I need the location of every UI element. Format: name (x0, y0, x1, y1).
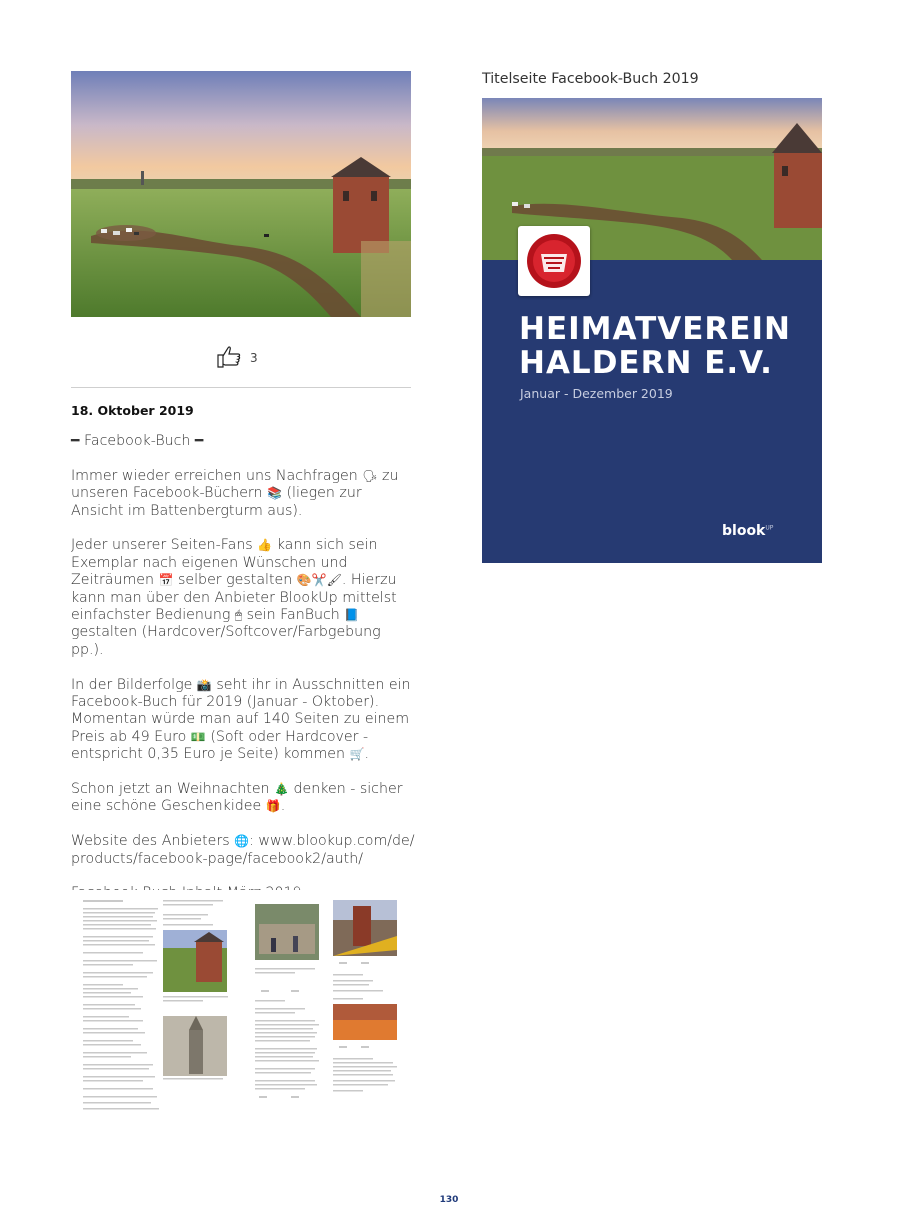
paragraph-website: Website des Anbieters 🌐: www.blookup.com/de/products/facebook-page/facebook2/auth/ (71, 833, 415, 867)
book-spread-thumbnail (71, 890, 411, 1120)
cart-icon: 🛒 (349, 747, 365, 762)
paragraph-christmas: Schon jetzt an Weihnachten 🎄 denken - sicher eine schöne Geschenkidee 🎁. (71, 781, 403, 815)
thumbs-up-icon[interactable] (216, 344, 242, 371)
art-tools-icon: 🎨✂️🖌 (296, 573, 342, 588)
club-logo (518, 226, 590, 296)
cover-caption: Titelseite Facebook-Buch 2019 (482, 71, 699, 87)
publisher-logo: blook$^{UP}$ (722, 523, 774, 539)
calendar-icon: 📅 (158, 573, 174, 588)
post-date: 18. Oktober 2019 (71, 403, 194, 418)
blue-book-icon: 📘 (344, 608, 360, 623)
money-icon: 💵 (190, 729, 206, 744)
camera-icon: 📸 (196, 677, 212, 692)
gift-icon: 🎁 (265, 799, 281, 814)
christmas-tree-icon: 🎄 (274, 782, 290, 797)
paragraph-pictures: In der Bilderfolge 📸 seht ihr in Ausschnitten ein Facebook-Buch für 2019 (Januar - Oktober). Momentan würde man auf 140 Seiten zu einem Preis ab 49 Euro 💵 (Soft oder Hardcover - entspricht 0,35 Euro je Seite) kommen 🛒. (71, 676, 411, 763)
paragraph-requests: Immer wieder erreichen uns Nachfragen 🗣 zu unseren Facebook-Büchern 📚 (liegen zur Ansicht im Battenbergturm aus). (71, 467, 399, 519)
thumbs-up-emoji-icon: 👍 (257, 538, 273, 553)
book-cover (482, 98, 822, 563)
speaking-head-icon: 🗣 (362, 468, 378, 483)
divider (71, 387, 411, 388)
tower-landscape-photo (71, 71, 411, 317)
page-number: 130 (439, 1195, 459, 1205)
cover-subtitle: Januar - Dezember 2019 (520, 386, 673, 401)
post-body (71, 433, 416, 920)
books-icon: 📚 (267, 486, 282, 501)
like-count: 3 (250, 350, 258, 365)
globe-icon: 🌐 (234, 834, 250, 849)
mouse-icon: 🖱 (234, 608, 243, 623)
like-row (216, 344, 258, 371)
website-link[interactable]: : www.blookup.com/de/products/facebook-page/facebook2/auth/ (71, 833, 415, 867)
post-heading: ━ Facebook-Buch ━ (71, 433, 204, 449)
cover-title: HEIMATVEREIN HALDERN E.V. (519, 311, 791, 381)
paragraph-fans: Jeder unserer Seiten-Fans 👍 kann sich sein Exemplar nach eigenen Wünschen und Zeiträumen 📅 selber gestalten 🎨✂️🖌. Hierzu kann man über den Anbieter BlookUp mittelst einfachster Bedienung 🖱 sein FanBuch 📘 gestalten (Hardcover/Softcover/Farbgebung pp.). (71, 537, 397, 658)
